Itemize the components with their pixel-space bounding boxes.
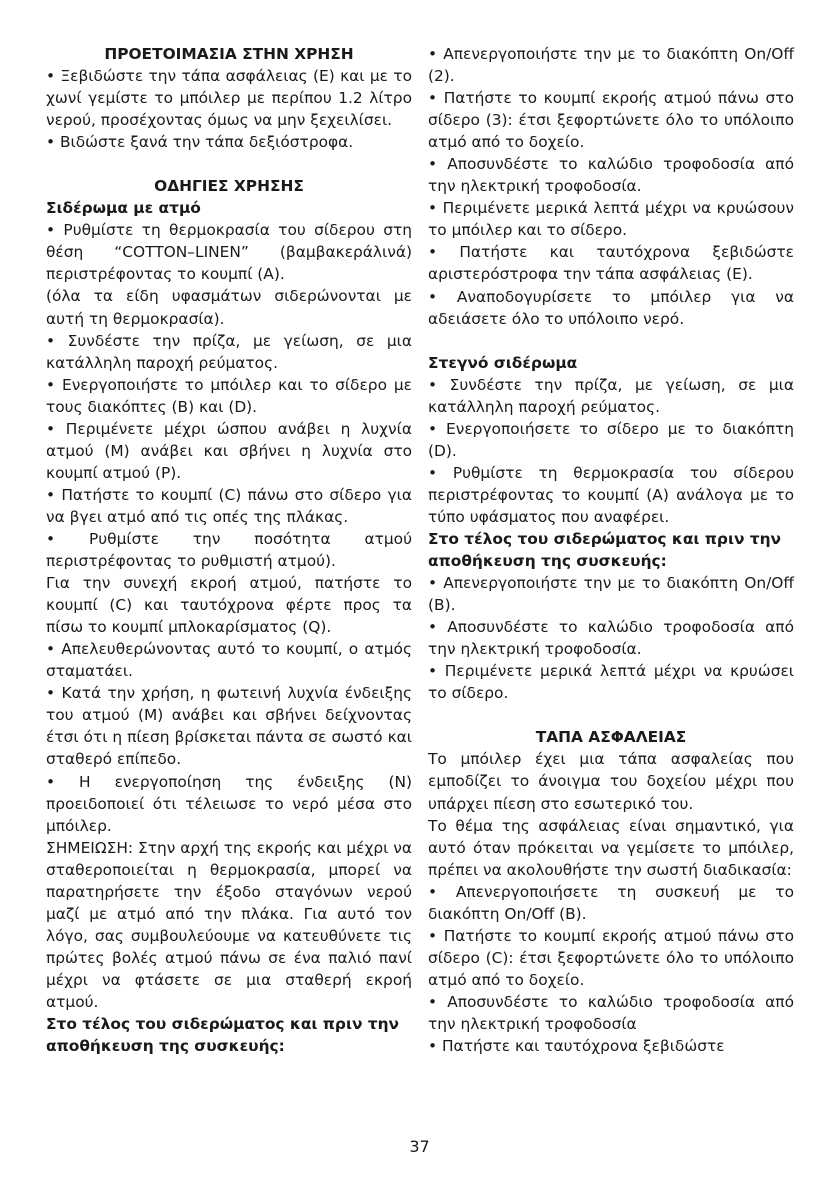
paragraph: • Η ενεργοποίηση της ένδειξης (N) προειδοποιεί ότι τέλειωσε το νερό μέσα στο μπόιλερ. [46,772,412,835]
paragraph: • Ξεβιδώστε την τάπα ασφάλειας (E) και με το χωνί γεμίστε το μπόιλερ με περίπου 1.2 λίτρο νερού, προσέχοντας όμως να μην ξεχειλίσει. [46,67,412,130]
left-column [46,43,412,1057]
paragraph: • Αναποδογυρίσετε το μπόιλερ για να αδειάσετε όλο το υπόλοιπο νερό. [428,287,794,328]
page-number: 37 [409,1137,430,1156]
paragraph: • Ενεργοποιήσετε το σίδερο με το διακόπτη (D). [428,419,794,460]
paragraph: • Αποσυνδέστε το καλώδιο τροφοδοσία από την ηλεκτρική τροφοδοσία. [428,618,794,659]
paragraph: • Πατήστε το κουμπί εκροής ατμού πάνω στο σίδερο (C): έτσι ξεφορτώνετε όλο το υπόλοιπο ατμό από το δοχείο. [428,926,794,989]
section-heading: ΟΔΗΓΙΕΣ ΧΡΗΣΗΣ [154,177,304,196]
paragraph: • Πατήστε και ταυτόχρονα ξεβιδώστε αριστερόστροφα την τάπα ασφάλειας (E). [428,243,794,284]
spacer [428,704,794,726]
right-column [428,43,794,1057]
paragraph: Για την συνεχή εκροή ατμού, πατήστε το κουμπί (C) και ταυτόχρονα φέρτε προς τα πίσω το κουμπί μπλοκαρίσματος (Q). [46,574,412,637]
paragraph: • Βιδώστε ξανά την τάπα δεξιόστροφα. [46,133,354,152]
paragraph: • Πατήστε και ταυτόχρονα ξεβιδώστε [428,1037,725,1056]
paragraph: • Απενεργοποιήστε την με το διακόπτη On/Off (2). [428,45,794,86]
section-heading: ΠΡΟΕΤΟΙΜΑΣΙΑ ΣΤΗΝ ΧΡΗΣΗ [104,45,354,63]
paragraph: • Πατήστε το κουμπί εκροής ατμού πάνω στο σίδερο (3): έτσι ξεφορτώνετε όλο το υπόλοιπο ατμό από το δοχείο. [428,89,794,152]
paragraph: (όλα τα είδη υφασμάτων σιδερώνονται με αυτή τη θερμοκρασία). [46,287,412,328]
paragraph: • Κατά την χρήση, η φωτεινή λυχνία ένδειξης του ατμού (M) ανάβει και σβήνει δείχνοντας έτσι ότι η πίεση βρίσκεται πάντα σε σωστό και σταθερό επίπεδο. [46,684,412,769]
spacer [428,330,794,352]
paragraph: • Συνδέστε την πρίζα, με γείωση, σε μια κατάλληλη παροχή ρεύματος. [46,331,412,372]
paragraph: • Περιμένετε μερικά λεπτά μέχρι να κρυώσουν το μπόιλερ και το σίδερο. [428,199,794,240]
paragraph: • Περιμένετε μερικά λεπτά μέχρι να κρυώσει το σίδερο. [428,662,794,703]
paragraph: • Απενεργοποιήστε την με το διακόπτη On/Off (B). [428,574,794,615]
section-heading: ΤΑΠΑ ΑΣΦΑΛΕΙΑΣ [535,728,687,747]
paragraph: • Ρυθμίστε την ποσότητα ατμού περιστρέφοντας το ρυθμιστή ατμού). [46,529,412,571]
paragraph: • Αποσυνδέστε το καλώδιο τροφοδοσία από την ηλεκτρική τροφοδοσία [428,992,794,1033]
paragraph: • Περιμένετε μέχρι ώσπου ανάβει η λυχνία ατμού (M) ανάβει και σβήνει η λυχνία στο κουμπί ατμού (P). [46,419,412,482]
subheading: Στο τέλος του σιδερώματος και πριν την αποθήκευση της συσκευής: [46,1015,400,1056]
paragraph: Το μπόιλερ έχει μια τάπα ασφαλείας που εμποδίζει το άνοιγμα του δοχείου μέχρι που υπάρχει πίεση στο εσωτερικό του. [428,750,794,813]
paragraph: ΣΗΜΕΙΩΣΗ: Στην αρχή της εκροής και μέχρι να σταθεροποιείται η θερμοκρασία, μπορεί να παρατηρήσετε την έξοδο σταγόνων νερού μαζί με ατμό από την πλάκα. Για αυτό τον λόγο, σας συμβουλεύουμε να κατευθύνετε τις πρώτες βολές ατμού πάνω σε ένα παλιό πανί μέχρι να φτάσετε σε μια σταθερή εκροή ατμού. [46,838,412,1011]
paragraph: • Ρυθμίστε τη θερμοκρασία του σίδερου στη θέση “COTTON–LINEN” (βαμβακεράλινά) περιστρέφοντας το κουμπί (A). [46,221,412,284]
paragraph: • Απελευθερώνοντας αυτό το κουμπί, ο ατμός σταματάει. [46,640,412,681]
paragraph: • Απενεργοποιήσετε τη συσκευή με το διακόπτη On/Off (B). [428,882,794,923]
subheading: Σιδέρωμα με ατμό [46,199,201,218]
paragraph: • Αποσυνδέστε το καλώδιο τροφοδοσία από την ηλεκτρική τροφοδοσία. [428,155,794,196]
paragraph: Το θέμα της ασφάλειας είναι σημαντικό, για αυτό όταν πρόκειται να γεμίσετε το μπόιλερ, πρέπει να ακολουθήστε την σωστή διαδικασία: [428,816,794,879]
paragraph: • Πατήστε το κουμπί (C) πάνω στο σίδερο για να βγει ατμό από τις οπές της πλάκας. [46,485,412,526]
subheading: Στεγνό σιδέρωμα [428,353,578,372]
paragraph: • Συνδέστε την πρίζα, με γείωση, σε μια κατάλληλη παροχή ρεύματος. [428,375,794,416]
paragraph: • Ρυθμίστε τη θερμοκρασία του σίδερου περιστρέφοντας το κουμπί (A) ανάλογα με το τύπο υφάσματος που αναφέρει. [428,463,794,526]
subheading: Στο τέλος του σιδερώματος και πριν την αποθήκευση της συσκευής: [428,529,782,571]
spacer [46,153,412,175]
paragraph: • Ενεργοποιήστε το μπόιλερ και το σίδερο με τους διακόπτες (B) και (D). [46,375,412,416]
